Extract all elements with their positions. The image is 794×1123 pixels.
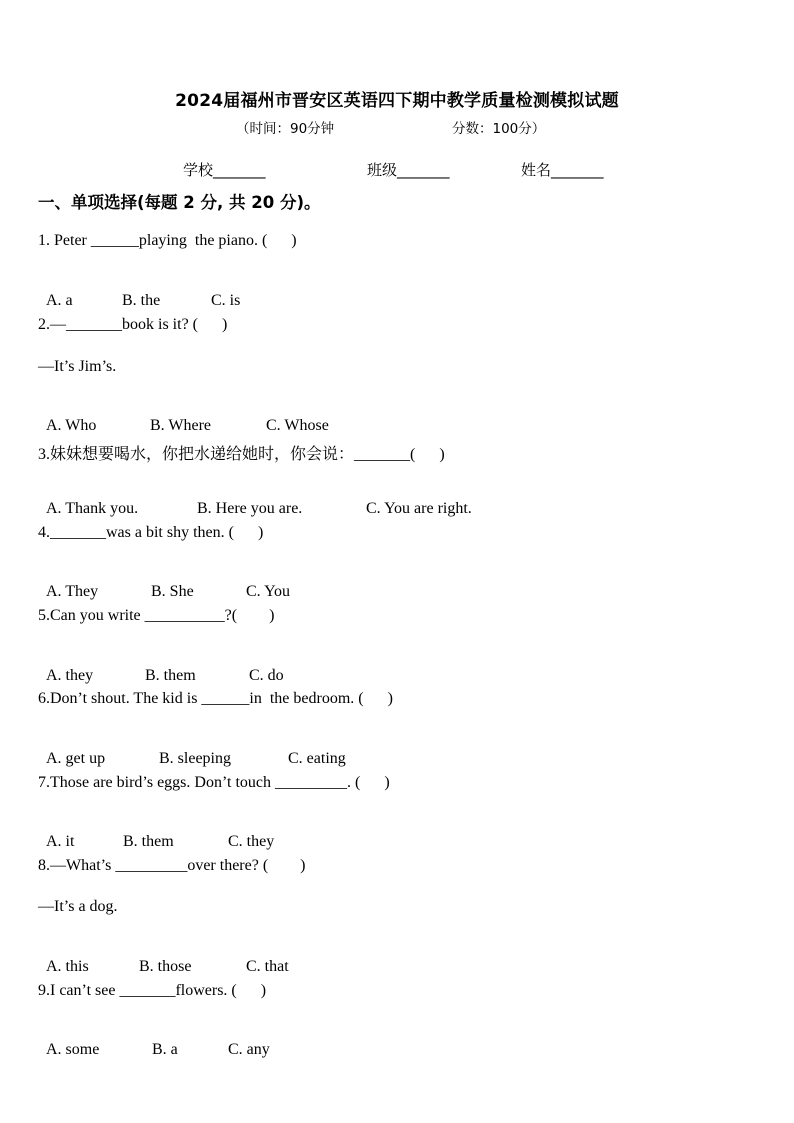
class-field: 班级_______ [367,161,450,179]
question-2-stem: 2.—_______book is it? ( ) [38,316,228,333]
option-b: B. Here you are. [197,500,303,517]
school-field: 学校_______ [183,161,266,179]
question-5-options [38,649,284,685]
option-c: C. You [246,583,291,600]
section-heading: 一、单项选择(每题 2 分, 共 20 分)。 [38,193,321,212]
option-c: C. Whose [266,417,329,434]
option-c: C. You are right. [366,500,472,517]
option-c: C. eating [288,750,346,767]
question-1-stem: 1. Peter ______playing the piano. ( ) [38,232,297,249]
question-9-options [38,1023,270,1059]
question-7-stem: 7.Those are bird’s eggs. Don’t touch _________. ( ) [38,774,390,791]
question-3-stem: 3.妹妹想要喝水，你把水递给她时，你会说：_______( ) [38,446,445,463]
option-a: A. They [46,583,99,600]
page-title: 2024届福州市晋安区英语四下期中教学质量检测模拟试题 [175,91,619,111]
option-b: B. those [139,958,192,975]
question-6-stem: 6.Don’t shout. The kid is ______in the bedroom. ( ) [38,690,393,707]
option-b: B. sleeping [159,750,231,767]
option-c: C. they [228,833,275,850]
option-b: B. Where [150,417,212,434]
option-a: A. Who [46,417,97,434]
option-b: B. She [151,583,194,600]
option-c: C. any [228,1041,270,1058]
question-5-stem: 5.Can you write __________?( ) [38,607,275,624]
name-field: 姓名_______ [521,161,604,179]
option-c: C. that [246,958,289,975]
option-a: A. they [46,667,94,684]
option-a: A. some [46,1041,100,1058]
option-b: B. them [123,833,174,850]
time-label: （时间：90分钟 [236,121,335,137]
question-4-stem: 4._______was a bit shy then. ( ) [38,524,264,541]
question-3-options [38,482,472,518]
option-c: C. is [211,292,241,309]
option-b: B. a [152,1041,178,1058]
question-2-reply: —It’s Jim’s. [38,358,117,375]
question-4-options [38,565,290,601]
question-8-reply: —It’s a dog. [38,898,118,915]
option-b: B. the [122,292,161,309]
option-a: A. a [46,292,73,309]
question-1-options [38,274,240,310]
option-b: B. them [145,667,196,684]
option-a: A. Thank you. [46,500,139,517]
option-a: A. get up [46,750,106,767]
option-c: C. do [249,667,284,684]
question-7-options [38,815,274,851]
option-a: A. this [46,958,89,975]
question-6-options [38,732,346,768]
question-8-stem: 8.—What’s _________over there? ( ) [38,857,306,874]
option-a: A. it [46,833,75,850]
question-9-stem: 9.I can’t see _______flowers. ( ) [38,982,267,999]
question-8-options [38,940,289,976]
score-label: 分数：100分） [452,121,546,137]
question-2-options [38,399,329,435]
